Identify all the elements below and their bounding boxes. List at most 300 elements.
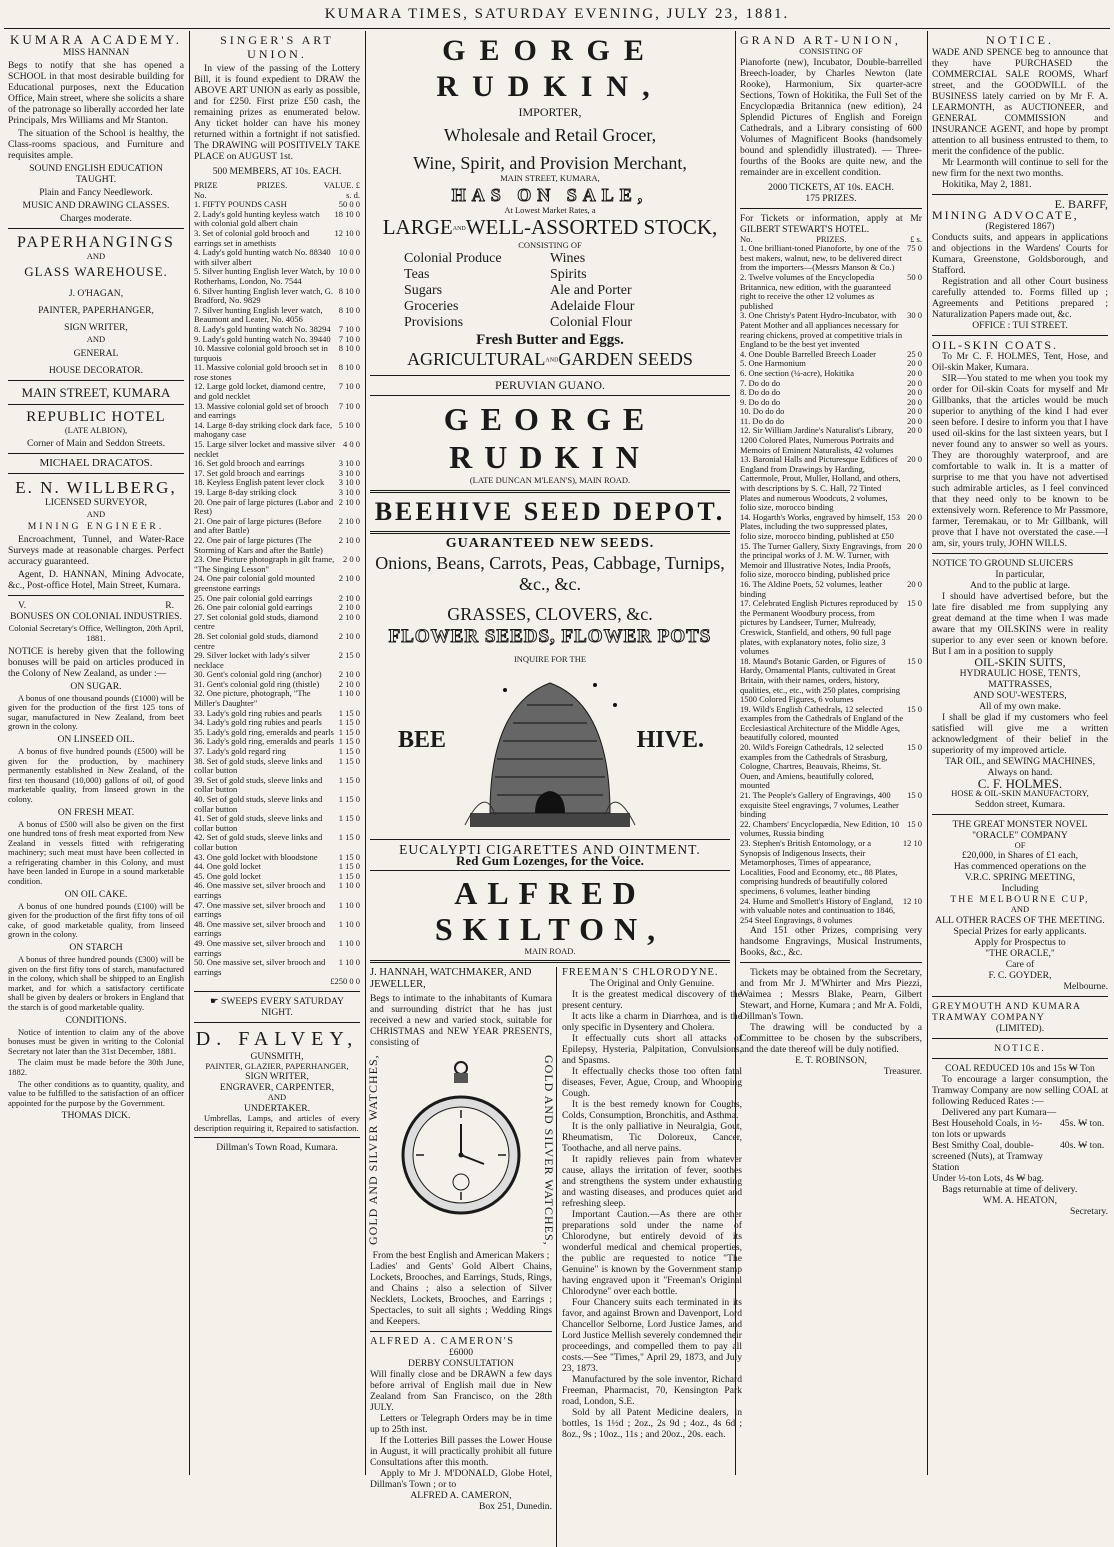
divider <box>932 1038 1108 1039</box>
grand-prize-description: 8. Do do do <box>740 387 781 398</box>
grand-prize-value: 20 0 <box>907 377 922 388</box>
grand-prize-description: 20. Wild's Foreign Cathedrals, 12 selected examples from the Cathedrals of Strasburg, Cologne, Chartres, Beauvais, Rheims, St. Ouen, and Amiens, beautifully colored, mounted <box>740 742 888 791</box>
prize-row <box>194 402 360 421</box>
prize-row <box>194 613 360 632</box>
rudkin-address: MAIN STREET, KUMARA, <box>500 173 600 183</box>
cameron-text: Letters or Telegraph Orders may be in time up to 25th inst. <box>370 1413 552 1436</box>
prize-value: 1 15 0 <box>338 870 360 881</box>
sluicers-line: AND SOU'-WESTERS, <box>973 690 1067 701</box>
cameron-signature: ALFRED A. CAMERON, <box>410 1490 512 1502</box>
oracle-ad <box>932 819 1108 992</box>
bee-word: BEE <box>398 726 447 753</box>
beehive-title: BEEHIVE SEED DEPOT. <box>374 496 726 526</box>
grand-prize-value: 15 0 <box>907 790 922 801</box>
bonus-heading: ON SUGAR. <box>70 680 122 692</box>
goods-left <box>404 251 550 331</box>
sluicers-sub: And to the public at large. <box>970 580 1070 591</box>
tramway-secretary: Secretary. <box>1070 1205 1108 1217</box>
prize-description: 17. Set gold brooch and earrings <box>194 467 305 478</box>
prize-value: 1 15 0 <box>338 707 360 718</box>
hotel-title: REPUBLIC HOTEL <box>26 409 166 426</box>
grand-prize-value: 20 0 <box>907 425 922 436</box>
onions: Onions, Beans, Carrots, Peas, Cabbage, Turnips, &c., &c. <box>375 552 725 594</box>
sluicers-line: All of my own make. <box>979 701 1061 712</box>
column-4 <box>740 33 922 1475</box>
grand-header-value: £ s. <box>910 233 922 244</box>
tramway-text: Delivered any part Kumara— <box>942 1106 1057 1118</box>
guano: PERUVIAN GUANO. <box>495 378 605 393</box>
academy-text: The situation of the School is healthy, the Class-rooms spacious, and Furniture and requisites ample. <box>8 128 184 161</box>
grand-prize-value: 20 0 <box>907 454 922 465</box>
prize-description: 16. Set gold brooch and earrings <box>194 458 305 469</box>
vr-mark <box>8 600 184 611</box>
oracle-line: "THE ORACLE," <box>985 947 1055 959</box>
paper-address: MAIN STREET, KUMARA <box>21 385 171 401</box>
grand-intro: Pianoforte (new), Incubator, Double-barrelled Breech-loader, by Charles Newton (late Rooke), Harmonium, Six quarter-acre Sections, Town of Hokitika, the Full Set of the Encyclopædia Britannica (new edition), 24 Splendid Pictures of English and Foreign Cathedrals, and a Library consisting of 600 Volumes of Magnificent Books (handsomely bound and splendidly illustrated). — Three-fourths of the Books are quite new, and the remainder are in excellent condition. <box>740 56 922 178</box>
grand-prize-description: 24. Hume and Smollett's History of England, with valuable notes and continuation to 1846, 254 Steel Engravings, 8 volumes <box>740 895 896 925</box>
bonus-text: Notice of intention to claim any of the above bonuses must be given in writing to the Colonial Secretary not later than the 31st December, 1881. <box>8 1026 184 1056</box>
prize-value: 7 10 0 <box>338 400 360 411</box>
prize-row <box>194 757 360 776</box>
oilskin-ad <box>932 340 1108 549</box>
prize-value: 1 15 0 <box>338 851 360 862</box>
grand-prize-row <box>740 791 922 820</box>
freeman-text: Four Chancery suits each terminated in its favor, and against Brown and Davenport, Lord Chancellor Selborne, Lord Justice James, and Lord Justice Mellish severely condemned their proceedings, and compelled them to pay all costs.—See "Times," April 29, 1873, and July 23, 1873. <box>562 1297 742 1375</box>
prize-row <box>194 363 360 382</box>
prize-description: 31. Gent's colonial gold ring (thistle) <box>194 678 320 689</box>
prize-value: 3 10 0 <box>338 458 360 469</box>
grand-prize-value: 30 0 <box>907 310 922 321</box>
prize-value: 1 15 0 <box>338 726 360 737</box>
grand-prize-description: 10. Do do do <box>740 406 785 417</box>
sluicers-line: Always on hand. <box>987 767 1053 778</box>
grand-and151: And 151 other Prizes, comprising very handsome Engravings, Musical Instruments, Books, &c., &c. <box>740 925 922 959</box>
paper-title: PAPERHANGINGS <box>17 234 175 251</box>
grand-prize-value: 75 0 <box>907 243 922 254</box>
bonus-heading: ON FRESH MEAT. <box>57 806 135 818</box>
vr-left: V. <box>18 600 27 612</box>
falvey-line: GUNSMITH, <box>250 1050 304 1062</box>
grand-prize-value: 12 10 <box>902 838 922 848</box>
grand-prize-value: 50 0 <box>907 271 922 282</box>
freeman-text: Sold by all Patent Medicine dealers, in bottles, 1s 1½d ; 2oz., 2s 9d ; 4oz., 4s 6d ; 8oz., 9s ; 10oz., 11s ; and 20oz., 20s. each. <box>562 1407 742 1441</box>
prize-row <box>194 632 360 651</box>
grand-prize-list <box>740 244 922 925</box>
barff-office: OFFICE : TUI STREET. <box>972 320 1068 331</box>
grand-prize-description: 11. Do do do <box>740 415 785 426</box>
grand-prize-description: 6. One section (¼-acre), Hokitika <box>740 367 854 378</box>
prize-description: 50. One massive set, silver brooch and earrings <box>194 957 326 977</box>
goods-item: Provisions <box>404 314 464 330</box>
prize-row <box>194 901 360 920</box>
oracle-line: Including <box>1001 883 1039 895</box>
large-word: LARGE <box>382 215 453 240</box>
prize-value: 2 0 0 <box>343 554 360 565</box>
stock-heading <box>370 215 730 241</box>
eucalypti: EUCALYPTI CIGARETTES AND OINTMENT. <box>399 841 701 857</box>
column-5 <box>932 33 1108 1475</box>
bonus-text: The other conditions as to quantity, quality, and value to be fulfilled to the satisfaction of an officer appointed for the purpose by the Government. <box>8 1078 184 1108</box>
hotel-ad <box>8 409 184 469</box>
oracle-line: Melbourne. <box>1063 980 1108 992</box>
prize-description: 30. Gent's colonial gold ring (anchor) <box>194 669 322 680</box>
vr-right: R. <box>165 600 174 612</box>
prize-value: 3 10 0 <box>338 477 360 488</box>
divider <box>932 996 1108 997</box>
prize-value: 4 0 0 <box>343 439 360 450</box>
goods-item: Colonial Flour <box>550 314 633 330</box>
grand-prize-value: 15 0 <box>907 742 922 753</box>
barff-title: MINING ADVOCATE, <box>932 208 1079 222</box>
prize-row <box>194 833 360 852</box>
center-subcolumns <box>366 967 742 1547</box>
sluicers-line: Seddon street, Kumara. <box>974 798 1066 810</box>
grand-header-no: No. <box>740 233 753 244</box>
grand-prize-description: 21. The People's Gallery of Engravings, 400 exquisite Steel engravings, 7 volumes, Leather binding <box>740 790 899 820</box>
falvey-line: PAINTER, GLAZIER, PAPERHANGER, <box>205 1060 349 1071</box>
oracle-title: "ORACLE" COMPANY <box>972 829 1068 841</box>
watches-left-label: GOLD AND SILVER WATCHES, <box>366 1054 380 1246</box>
goods-item: Groceries <box>404 298 459 314</box>
willberg-and: AND <box>86 508 106 519</box>
prize-description: 27. Set colonial gold studs, diamond centre <box>194 611 318 632</box>
oracle-line: V.R.C. SPRING MEETING, <box>964 872 1076 884</box>
tramway-notice: NOTICE. <box>994 1042 1046 1054</box>
divider <box>932 1058 1108 1059</box>
oracle-line: THE MELBOURNE CUP, <box>950 894 1090 906</box>
hive-word: HIVE. <box>636 726 704 753</box>
prize-value: 8 10 0 <box>338 304 360 315</box>
prize-description: 18. Keyless English patent lever clock <box>194 477 325 488</box>
divider <box>932 553 1108 554</box>
divider <box>370 490 730 493</box>
on-sale <box>370 184 730 206</box>
bonuses-title: BONUSES ON COLONIAL INDUSTRIES. <box>10 611 182 623</box>
lowest-rates: At Lowest Market Rates, a <box>504 204 596 215</box>
guaranteed: GUARANTEED NEW SEEDS. <box>445 535 655 551</box>
prize-row <box>194 306 360 325</box>
prize-description: 20. One pair of large pictures (Labor and Rest) <box>194 496 334 517</box>
grand-prize-value: 20 0 <box>907 396 922 407</box>
paper-and: AND <box>86 333 106 344</box>
watches-right-label: GOLD AND SILVER WATCHES, <box>542 1054 556 1246</box>
column-2 <box>194 33 360 1475</box>
prize-value: 1 10 0 <box>338 688 360 699</box>
oracle-line: £20,000, in Shares of £1 each, <box>961 850 1079 862</box>
freeman-sub: The Original and Only Genuine. <box>589 978 715 990</box>
tramway-ad <box>932 1001 1108 1217</box>
prize-row <box>194 689 360 708</box>
bonuses-office: Colonial Secretary's Office, Wellington, 20th April, 1881. <box>8 623 184 643</box>
prize-description: 44. One gold locket <box>194 861 262 872</box>
paper-line: SIGN WRITER, <box>64 321 128 333</box>
paper-line: GENERAL <box>73 348 119 360</box>
goods-item: Colonial Produce <box>404 250 502 266</box>
cameron-ad <box>370 1336 552 1512</box>
hannah-title: J. HANNAH, WATCHMAKER, AND JEWELLER, <box>370 967 532 991</box>
column-3 <box>366 33 742 1513</box>
grand-prize-row <box>740 657 922 705</box>
grasses: GRASSES, CLOVERS, &c. <box>447 603 653 624</box>
prize-value: 2 10 0 <box>338 611 360 622</box>
oracle-line: Apply for Prospectus to <box>974 936 1066 948</box>
grand-prize-value: 20 0 <box>907 406 922 417</box>
bonus-heading: CONDITIONS. <box>65 1014 127 1026</box>
prize-header-value: VALUE. £ s. d. <box>323 180 360 200</box>
grand-prize-description: 12. Sir William Jardine's Naturalist's Library, 1200 Colored Plates, Numerous Portraits and Memoirs of Eminent Naturalists, 42 volumes <box>740 425 894 455</box>
divider <box>8 404 184 405</box>
prize-header <box>194 181 360 200</box>
prize-value: 2 10 0 <box>338 534 360 545</box>
grand-prize-description: 9. Do do do <box>740 396 781 407</box>
column-divider <box>556 967 557 1547</box>
prize-value: 2 10 0 <box>338 602 360 613</box>
barff-reg: (Registered 1867) <box>985 221 1055 232</box>
prize-description: 36. Lady's gold ring, emeralds and pearls <box>194 736 334 747</box>
prize-description: 25. One pair colonial gold earrings <box>194 592 313 603</box>
barff-ad <box>932 199 1108 331</box>
prize-description: 40. Set of gold studs, sleeve links and collar button <box>194 794 323 814</box>
goods-item: Spirits <box>550 266 587 282</box>
freeman-text: It is the best remedy known for Coughs, Colds, Consumption, Bronchitis, and Asthma. <box>562 1099 742 1122</box>
goods-item: Ale and Porter <box>550 282 632 298</box>
grand-prize-description: 16. The Aldine Poets, 52 volumes, leather binding <box>740 578 883 599</box>
and-small: AND <box>545 357 559 364</box>
prize-row <box>194 574 360 593</box>
bonus-heading: ON LINSEED OIL. <box>57 733 135 745</box>
goods-item: Wines <box>550 250 586 266</box>
willberg-text: Agent, D. HANNAN, Mining Advocate, &c., Post-office Hotel, Main Street, Kumara. <box>8 569 184 592</box>
divider <box>370 870 730 871</box>
prize-value: 8 10 0 <box>338 362 360 373</box>
tramway-rate <box>932 1140 1108 1173</box>
seeds-heading <box>370 349 730 371</box>
grand-prize-value: 20 0 <box>907 415 922 426</box>
prize-description: 10. Massive colonial gold brooch set in turquois <box>194 343 328 363</box>
tramway-ltd: (LIMITED). <box>995 1022 1045 1034</box>
stock-word: WELL-ASSORTED STOCK, <box>465 215 718 240</box>
prize-description: 38. Set of gold studs, sleeve links and collar button <box>194 755 323 776</box>
falvey-text: Umbrellas, Lamps, and articles of every description requiring it, Repaired to satisfaction. <box>194 1113 360 1133</box>
prize-row <box>194 440 360 459</box>
prize-value: 2 10 0 <box>338 592 360 603</box>
cameron-amount: £6000 <box>449 1347 473 1359</box>
divider <box>932 814 1108 815</box>
prize-value: 1 15 0 <box>338 832 360 843</box>
bonus-heading: ON OIL CAKE. <box>64 888 128 900</box>
divider <box>8 595 184 596</box>
prize-row <box>194 776 360 795</box>
oracle-line: ALL OTHER RACES OF THE MEETING. <box>935 914 1105 926</box>
bonus-text: A bonus of one thousand pounds (£1000) will be given for the production of the first 125 tons of sugar, manufactured in New Zealand, from beet grown in the colony. <box>8 692 184 732</box>
prize-row <box>194 920 360 939</box>
prize-description: 5. Silver hunting English lever Watch, by Rotherhams, London, No. 7544 <box>194 266 335 286</box>
freeman-text: Manufactured by the sole inventor, Richard Freeman, Pharmacist, 70, Kensington Park road, London, S.E. <box>562 1374 742 1408</box>
academy-name: MISS HANNAN <box>62 47 130 58</box>
divider <box>194 991 360 992</box>
cameron-text: Apply to Mr J. M'DONALD, Globe Hotel, Dillman's Town ; or to <box>370 1468 552 1491</box>
willberg-ad <box>8 478 184 592</box>
artunion-intro: In view of the passing of the Lottery Bill, it is found expedient to DRAW the ABOVE ART UNION as early as possible, and for £250. First prize £50 cash, the remaining prizes as enumerated below. Any ticket holder can have his money returned within a fortnight if not satisfied. The DRAWING will POSITIVELY TAKE PLACE on AUGUST 1st. <box>194 63 360 162</box>
prize-total: £250 0 0 <box>330 976 360 987</box>
prize-description: 42. Set of gold studs, sleeve links and collar button <box>194 832 323 852</box>
grand-prize-description: 17. Celebrated English Pictures reproduced by the Permanent Woodbury process, from pictures by Landseer, Turner, Mulready, Creswick, Stanfield, and others, 90 full page plates, with explanatory notes, folio size, 3 volumes <box>740 598 899 657</box>
prize-description: 45. One gold locket <box>194 870 262 881</box>
sluicers-line: OIL-SKIN SUITS, <box>974 655 1066 669</box>
grand-header-prizes: PRIZES. <box>816 233 847 244</box>
bonus-text: A bonus of three hundred pounds (£300) will be given on the first fifty tons of starch, manufactured in the colony, which shall be shipped to an English market, and for which a satisfactory certificate shall be given by dealers or brokers in England that the starch is of good marketable quality. <box>8 954 184 1012</box>
oilskin-to: To Mr C. F. HOLMES, Tent, Hose, and Oil-skin Maker, Kumara. <box>932 351 1108 373</box>
prize-row <box>194 498 360 517</box>
prize-value: 1 10 0 <box>338 899 360 910</box>
divider <box>8 473 184 474</box>
grand-prize-row <box>740 311 922 349</box>
prize-value: 8 10 0 <box>338 285 360 296</box>
falvey-address: Dillman's Town Road, Kumara. <box>216 1142 338 1154</box>
prize-description: 29. Silver locket with lady's silver necklace <box>194 650 310 670</box>
grand-prize-value: 20 0 <box>907 511 922 522</box>
oracle-line: Care of <box>1005 958 1035 970</box>
prize-row <box>194 421 360 440</box>
flower-seeds: FLOWER SEEDS, FLOWER POTS <box>388 625 712 647</box>
masthead: KUMARA TIMES, SATURDAY EVENING, JULY 23, 1881. <box>324 6 790 22</box>
prize-row <box>194 814 360 833</box>
tramway-title: GREYMOUTH AND KUMARA TRAMWAY COMPANY <box>932 1000 1081 1023</box>
tramway-coal: COAL REDUCED 10s and 15s ₩ Ton <box>945 1062 1095 1074</box>
prize-row <box>194 958 360 977</box>
red-gum: Red Gum Lozenges, for the Voice. <box>456 852 644 868</box>
bonus-heading: ON STARCH <box>69 942 123 954</box>
prize-header-prizes: PRIZES. <box>256 180 288 190</box>
pocket-watch-icon <box>400 1060 522 1240</box>
oracle-of: OF <box>1014 839 1026 850</box>
prize-row <box>194 248 360 267</box>
bonus-text: A bonus of five hundred pounds (£500) will be given for the production, by machinery permanently established in New Zealand, of the first ten thousand (10,000) gallons of oil, of good marketable quality, from linseed grown in the colony. <box>8 745 184 804</box>
oracle-line: Has commenced operations on the <box>953 861 1087 873</box>
falvey-line: SIGN WRITER, <box>245 1071 309 1083</box>
grand-prize-value: 15 0 <box>907 598 922 609</box>
grand-prize-row <box>740 580 922 599</box>
beehive-block <box>370 665 730 835</box>
hand-icon: ☛ <box>210 995 222 1007</box>
prize-value: 5 10 0 <box>338 419 360 430</box>
grand-prize-row <box>740 273 922 311</box>
barff-text: Registration and all other Court business carefully attended to. Forms filled up ; Agreements and Petitions prepared ; Naturalization Papers made out, &c. <box>932 276 1108 320</box>
prize-value: 3 10 0 <box>338 467 360 478</box>
divider <box>932 335 1108 336</box>
academy-line: MUSIC AND DRAWING CLASSES. <box>22 200 170 211</box>
prize-description: 41. Set of gold studs, sleeve links and collar button <box>194 813 323 833</box>
prize-value: 1 15 0 <box>338 774 360 785</box>
falvey-ad <box>194 1027 360 1153</box>
tramway-text: Bags returnable at time of delivery. <box>942 1183 1078 1195</box>
grand-prize-row <box>740 820 922 839</box>
hotel-address: Corner of Main and Seddon Streets. <box>26 437 166 449</box>
seeds-word: GARDEN SEEDS <box>558 348 693 369</box>
paperhangings-ad <box>8 233 184 400</box>
grand-prize-description: 22. Chambers' Encyclopædia, New Edition, 10 volumes, Russia binding <box>740 818 900 839</box>
prize-value: 18 10 0 <box>334 208 360 219</box>
grand-consisting: CONSISTING OF <box>799 46 863 56</box>
prize-description: 2. Lady's gold hunting keyless watch with colonial gold albert chain <box>194 208 320 229</box>
prize-description: 7. Silver hunting English lever watch, Beaumont and Leater, No. 4056 <box>194 304 323 325</box>
grand-prize-description: 1. One brilliant-toned Pianoforte, by one of the best makers, walnut, new, to be delivered direct from the importers—(Messrs Manson & Co.) <box>740 243 902 273</box>
prize-description: 11. Massive colonial gold brooch set in rose stones <box>194 362 328 382</box>
prize-description: 22. One pair of large pictures (The Storming of Kars and after the Battle) <box>194 534 323 555</box>
prize-row <box>194 881 360 900</box>
consisting-of: CONSISTING OF <box>518 240 582 251</box>
inquire: INQUIRE FOR THE <box>513 653 587 664</box>
tramway-rate <box>932 1118 1108 1140</box>
academy-title: KUMARA ACADEMY. <box>10 32 182 47</box>
grand-prize-row <box>740 426 922 455</box>
prize-description: 34. Lady's gold ring rubies and pearls <box>194 717 322 728</box>
divider <box>370 1331 552 1332</box>
prize-value: 2 10 0 <box>338 573 360 584</box>
falvey-line: UNDERTAKER. <box>243 1103 311 1115</box>
grand-prize-row <box>740 705 922 743</box>
grand-prize-description: 3. One Christy's Patent Hydro-Incubator, with Patent Mother and all appliances necessary for rearing chickens, proved at competitive trials in England to be the best yet invented <box>740 310 903 350</box>
grand-prize-row <box>740 839 922 897</box>
grand-prize-description: 4. One Double Barrelled Breech Loader <box>740 348 876 359</box>
grand-signature: E. T. ROBINSON, <box>795 1055 867 1067</box>
prize-row <box>194 229 360 248</box>
tramway-rate-label: Best Smithy Coal, double-screened (Nuts), at Tramway Station <box>932 1139 1043 1173</box>
prize-value: 2 10 0 <box>338 678 360 689</box>
cameron-box: Box 251, Dunedin. <box>478 1501 552 1513</box>
masthead-rule <box>4 28 1110 29</box>
grand-prize-row <box>740 513 922 542</box>
prize-description: 24. One pair colonial gold mounted greenstone earrings <box>194 573 315 593</box>
notice-title: NOTICE. <box>986 33 1054 47</box>
artunion-title: SINGER'S ART UNION. <box>220 33 334 61</box>
grand-prize-row <box>740 244 922 273</box>
grand-prize-row <box>740 897 922 926</box>
grand-prize-description: 7. Do do do <box>740 377 781 388</box>
divider <box>740 208 922 209</box>
divider <box>194 1022 360 1023</box>
divider <box>370 395 730 396</box>
grand-prize-description: 19. Wild's English Cathedrals, 12 selected examples from the Cathedrals of England of the Ecclesiastical Architecture of the Middle Ages, beautifully colored, mounted <box>740 703 904 743</box>
oilskin-text: SIR—You stated to me when you took my order for Oil-skin Coats for myself and Mr Gillbanks, that the articles would be much superior to anything of the kind I had ever seen before. I desire to inform you that I have used oil-skins for the last sixteen years, but I never found any to answer so well as yours. They are thoroughly waterproof, and are comfortable to walk in. It is a matter of surprise to me that you have not advertised such admirable articles, as I feel convinced that they need only to be known to be extensively worn. Reference to Mr Passmore, farmer, Teremakau, or to Mr Gillbank, will prove that I have not overstated the case.—I am, sir, yours truly, JOHN WILLS. <box>932 373 1108 549</box>
tramway-rate-value: 40s. ₩ ton. <box>1060 1139 1105 1151</box>
grand-prize-description: 14. Hogarth's Works, engraved by himself, 153 Plates, including the two suppressed plates, folio size, morocco binding, published at £50 <box>740 511 901 541</box>
rudkin-line: Wine, Spirit, and Provision Merchant, <box>413 153 687 173</box>
hannah-ad <box>366 967 556 1513</box>
column-divider <box>927 31 928 1475</box>
grand-tickets: 2000 TICKETS, AT 10s. EACH. <box>768 181 894 193</box>
sluicers-title: NOTICE TO GROUND SLUICERS <box>932 558 1074 569</box>
willberg-title: E. N. WILLBERG, <box>15 477 177 497</box>
divider <box>8 380 184 381</box>
hotel-name: MICHAEL DRACATOS. <box>39 456 153 469</box>
butter-eggs: Fresh Butter and Eggs. <box>476 331 624 348</box>
grand-prize-value: 20 0 <box>907 578 922 589</box>
prize-row <box>194 517 360 536</box>
prize-value: 1 15 0 <box>338 813 360 824</box>
divider <box>8 453 184 454</box>
falvey-and: AND <box>267 1092 287 1103</box>
freeman-text: It is the greatest medical discovery of the present century. <box>562 989 742 1012</box>
learmonth-text: Mr Learmonth will continue to sell for the new firm for the next two months. <box>932 157 1108 179</box>
prize-description: 39. Set of gold studs, sleeve links and collar button <box>194 774 323 795</box>
bonus-signature: THOMAS DICK. <box>61 1110 131 1122</box>
grand-obtained: Tickets may be obtained from the Secretary, and from Mr J. M'Whirter and Mrs Piezzi, Waimea ; Messrs Blake, Pearn, Gilbert Stewart, and Horne, Kumara ; and Mr A. Foldi, Dillman's Town. <box>740 967 922 1023</box>
prize-value: 7 10 0 <box>338 323 360 334</box>
grand-prize-description: 2. Twelve volumes of the Encyclopedia Britannica, new edition, with the guaranteed right to receive the other 12 volumes as published <box>740 271 891 311</box>
sluicers-text: I shall be glad if my customers who feel satisfied will give me a written acknowledgment of their belief in the superiority of my improved article. <box>932 712 1108 756</box>
oilskin-title: OIL-SKIN COATS. <box>932 338 1058 352</box>
